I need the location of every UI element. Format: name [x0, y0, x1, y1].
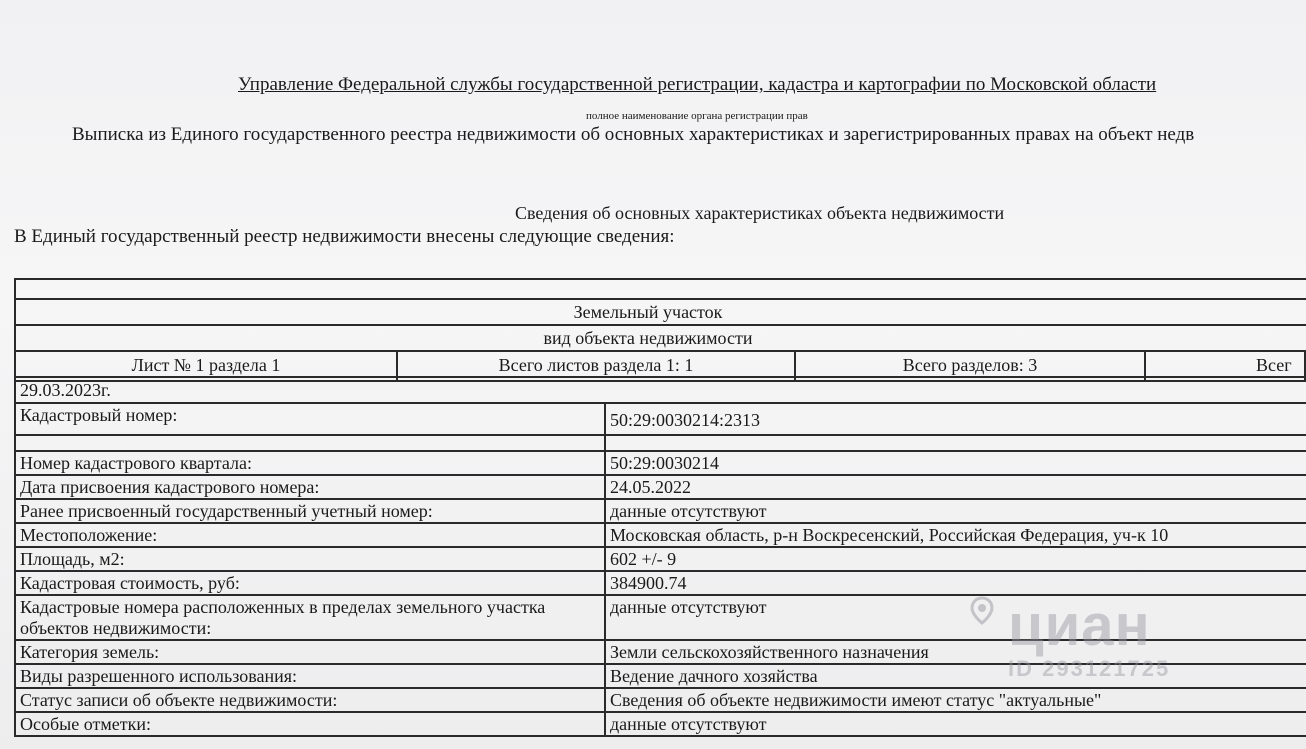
table-row — [16, 404, 1306, 436]
table-row — [16, 689, 1306, 713]
property-value: 24.05.2022 — [610, 477, 691, 497]
spacer-cell — [16, 436, 606, 450]
property-value: Ведение дачного хозяйства — [610, 666, 818, 686]
property-value: Земли сельскохозяйственного назначения — [610, 642, 929, 662]
property-label: Особые отметки: — [16, 713, 606, 735]
total-sheets: Всего листов раздела 1: 1 — [398, 352, 796, 380]
total-sections: Всего разделов: 3 — [796, 352, 1146, 380]
table-empty-row — [16, 280, 1306, 300]
property-value: данные отсутствуют — [610, 501, 767, 521]
property-value: 50:29:0030214 — [610, 453, 720, 473]
property-label: Местоположение: — [16, 524, 606, 546]
property-label: Номер кадастрового квартала: — [16, 452, 606, 474]
property-value: 50:29:0030214:2313 — [610, 410, 761, 430]
object-type-row — [16, 300, 1306, 326]
property-label: Кадастровые номера расположенных в пределах земельного участка объектов недвижимости: — [16, 596, 606, 639]
table-spacer-row — [16, 436, 1306, 452]
authority-name: Управление Федеральной службы государственной регистрации, кадастра и картографии по Московской области — [238, 74, 1157, 95]
table-row — [16, 500, 1306, 524]
property-label: Ранее присвоенный государственный учетный номер: — [16, 500, 606, 522]
property-label: Статус записи об объекте недвижимости: — [16, 689, 606, 711]
object-type-caption: вид объекта недвижимости — [543, 328, 753, 348]
date-row — [16, 378, 1306, 404]
property-label: Виды разрешенного использования: — [16, 665, 606, 687]
intro-text: В Единый государственный реестр недвижимости внесены следующие сведения: — [14, 226, 675, 247]
table-row — [16, 476, 1306, 500]
property-value: Сведения об объекте недвижимости имеют статус "актуальные" — [610, 690, 1102, 710]
section-title: Сведения об основных характеристиках объекта недвижимости — [515, 203, 1005, 223]
watermark-logo: циан — [1008, 593, 1151, 658]
table-row — [16, 452, 1306, 476]
property-label: Категория земель: — [16, 641, 606, 663]
property-value: данные отсутствуют — [610, 714, 767, 734]
property-value: данные отсутствуют — [610, 597, 767, 617]
property-label: Дата присвоения кадастрового номера: — [16, 476, 606, 498]
table-row — [16, 548, 1306, 572]
table-row — [16, 524, 1306, 548]
table-row — [16, 713, 1306, 735]
property-value: Московская область, р-н Воскресенский, Российская Федерация, уч-к 10 — [610, 525, 1169, 545]
extract-date: 29.03.2023г. — [20, 380, 111, 400]
object-type-value: Земельный участок — [573, 302, 723, 322]
property-label: Кадастровая стоимость, руб: — [16, 572, 606, 594]
property-label: Кадастровый номер: — [16, 404, 606, 434]
property-label: Площадь, м2: — [16, 548, 606, 570]
spacer-cell — [606, 436, 1306, 450]
object-type-caption-row — [16, 326, 1306, 352]
sheet-number: Лист № 1 раздела 1 — [16, 352, 398, 380]
extract-title: Выписка из Единого государственного реестра недвижимости об основных характеристиках и зарегистрированных правах на объект недв — [72, 124, 1195, 145]
location-pin-icon — [968, 596, 996, 624]
property-value: 602 +/- 9 — [610, 549, 677, 569]
total-cut: Всег — [1146, 352, 1306, 380]
object-type-table — [14, 278, 1306, 382]
property-value: 384900.74 — [610, 573, 687, 593]
watermark-id: ID 293121725 — [1008, 656, 1171, 681]
cian-watermark — [960, 593, 1171, 682]
properties-table — [14, 376, 1306, 737]
authority-caption: полное наименование органа регистрации прав — [586, 110, 808, 122]
